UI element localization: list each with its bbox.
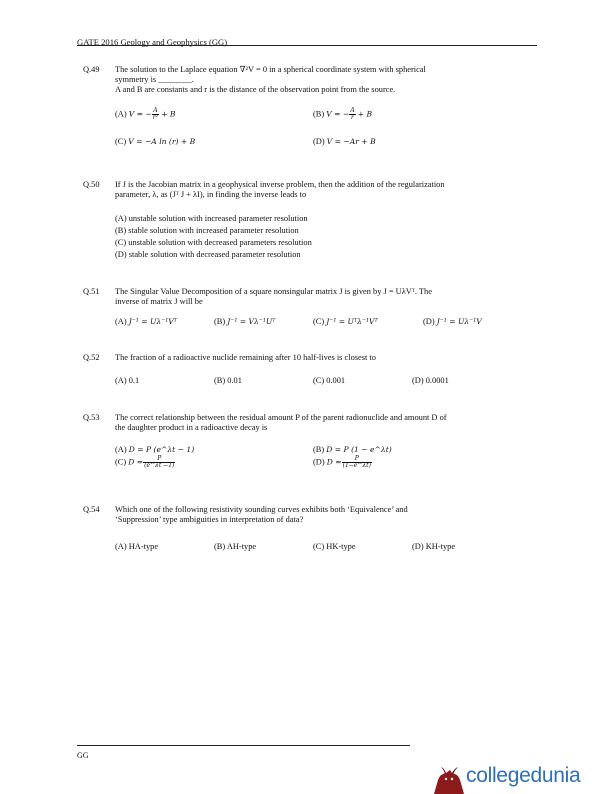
page-header: GATE 2016 Geology and Geophysics (GG) — [77, 37, 228, 47]
question-line: the daughter product in a radioactive decay is — [115, 423, 268, 432]
question-text — [115, 505, 535, 525]
option-b: (B) 0.01 — [214, 376, 242, 385]
option-b: (B) AH-type — [214, 542, 257, 551]
question-text — [115, 353, 535, 363]
fraction: $\frac{P}{(e\^{}\lambda t -1)}$ — [144, 455, 175, 469]
question-number: Q.52 — [83, 353, 100, 362]
question-text — [115, 180, 535, 200]
option-a: (A) D = P (e^λt − 1) — [115, 445, 195, 454]
option-a: (A) J⁻¹ = Uλ⁻¹Vᵀ — [115, 317, 177, 326]
option-d: (D) V = −Ar + B — [313, 137, 376, 146]
option-c: (C) D = $\frac{P}{(e\^{}\lambda t -1)}$ — [115, 455, 175, 469]
logo-text: collegedunia — [466, 764, 581, 787]
option-b: (B) stable solution with increased parameter resolution — [115, 226, 299, 235]
question-line: Which one of the following resistivity sounding curves exhibits both ‘Equivalence’ and — [115, 505, 408, 514]
question-number: Q.53 — [83, 413, 100, 422]
option-a: (A) unstable solution with increased parameter resolution — [115, 214, 308, 223]
question-number: Q.49 — [83, 65, 100, 74]
option-b: (B) J⁻¹ = Vλ⁻¹Uᵀ — [214, 317, 276, 326]
footer-code: GG — [77, 751, 89, 760]
question-number: Q.51 — [83, 287, 100, 296]
option-a: (A) HA-type — [115, 542, 159, 551]
option-d: (D) KH-type — [412, 542, 456, 551]
question-line: A and B are constants and r is the distance of the observation point from the source. — [115, 85, 396, 94]
question-line: parameter, λ, as (Jᵀ J + λI), in finding the inverse leads to — [115, 190, 307, 199]
option-d: (D) D = $\frac{P}{(1-e\^{}\lambda t)}$ — [313, 455, 371, 469]
question-text — [115, 287, 535, 307]
option-d: (D) 0.0001 — [412, 376, 449, 385]
question-line: The correct relationship between the residual amount P of the parent radionuclide and amount D of — [115, 413, 447, 422]
question-line: The fraction of a radioactive nuclide remaining after 10 half-lives is closest to — [115, 353, 376, 362]
question-number: Q.54 — [83, 505, 100, 514]
question-line: If J is the Jacobian matrix in a geophysical inverse problem, then the addition of the regularization — [115, 180, 445, 189]
question-line: symmetry is ________. — [115, 75, 194, 84]
option-c: (C) V = −A ln (r) + B — [115, 137, 196, 146]
option-c: (C) 0.001 — [313, 376, 346, 385]
question-text — [115, 65, 535, 95]
option-c: (C) HK-type — [313, 542, 356, 551]
fraction: $\frac{A}{\text{r²}}$ — [152, 107, 159, 121]
fraction: $\frac{P}{(1-e\^{}\lambda t)}$ — [342, 455, 371, 469]
question-line: The Singular Value Decomposition of a square nonsingular matrix J is given by J = UλVᵀ. The — [115, 287, 432, 296]
fraction: $\frac{A}{r}$ — [350, 107, 355, 121]
footer-rule — [77, 745, 410, 746]
question-number: Q.50 — [83, 180, 100, 189]
option-b: (B) D = P (1 − e^λt) — [313, 445, 392, 454]
question-line: inverse of matrix J will be — [115, 297, 203, 306]
option-a: (A) 0.1 — [115, 376, 140, 385]
collegedunia-logo — [432, 764, 612, 792]
option-d: (D) stable solution with decreased parameter resolution — [115, 250, 301, 259]
option-d: (D) J⁻¹ = Uλ⁻¹V — [423, 317, 482, 326]
question-text — [115, 413, 535, 433]
bull-mascot-icon — [432, 766, 466, 794]
option-b: (B) V = − $\frac{A}{r}$ + B — [313, 107, 373, 121]
option-c: (C) unstable solution with decreased parameters resolution — [115, 238, 312, 247]
question-line: The solution to the Laplace equation ∇²V = 0 in a spherical coordinate system with spherical — [115, 65, 426, 74]
question-line: ‘Suppression’ type ambiguities in interpretation of data? — [115, 515, 304, 524]
option-a: (A) V = − $\frac{A}{\text{r²}}$ + B — [115, 107, 176, 121]
header-rule — [77, 45, 537, 46]
option-c: (C) J⁻¹ = Uᵀλ⁻¹Vᵀ — [313, 317, 378, 326]
